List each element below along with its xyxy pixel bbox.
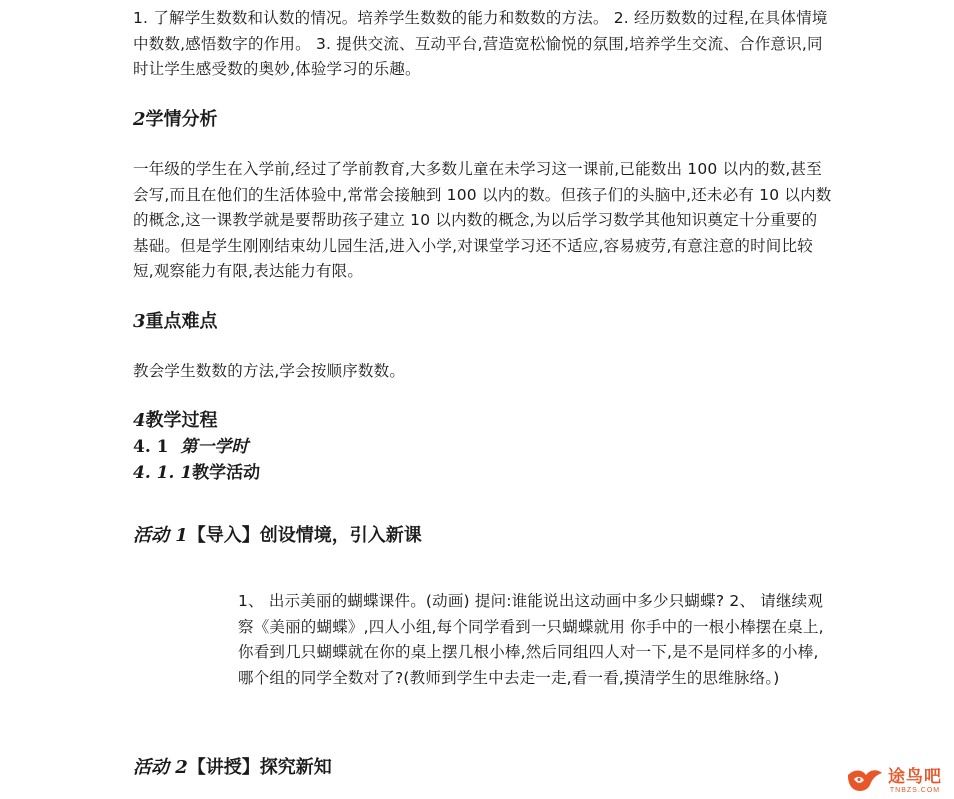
section-3-body: 教会学生数数的方法,学会按顺序数数。 xyxy=(133,362,406,380)
section-4-heading xyxy=(133,408,218,434)
section-title: 教学活动 xyxy=(192,463,261,483)
section-2-body: 一年级的学生在入学前,经过了学前教育,大多数儿童在未学习这一课前,已能数出 100 以内的数,甚至会写,而且在他们的生活体验中,常常会接触到 100 以内的数。但孩子们的头脑中,还未必有 10 以内数的概念,这一课教学就是要帮助孩子建立 10 以内数的概念,为以后学习数学其他知识奠定十分重要的基础。但是学生刚刚结束幼儿园生活,进入小学,对课堂学习还不适应,容易疲劳,有意注意的时间比较短,观察能力有限,表达能力有限。 xyxy=(133,160,832,280)
activity-label: 活动 2 xyxy=(133,757,188,778)
section-number: 4. 1. 1 xyxy=(133,463,193,483)
watermark-text: 途鸟吧 xyxy=(888,767,942,787)
objectives-paragraph: 1. 了解学生数数和认数的情况。培养学生数数的能力和数数的方法。 2. 经历数数的过程,在具体情境中数数,感悟数字的作用。 3. 提供交流、互动平台,营造宽松愉悦的氛围,培养学生交流、合作意识,同时让学生感受数的奥妙,体验学习的乐趣。 xyxy=(133,9,828,78)
section-number: 3 xyxy=(133,311,146,332)
watermark-url: TNBZS.COM xyxy=(889,787,941,794)
section-title: 第一学时 xyxy=(180,437,249,457)
section-3-heading xyxy=(133,309,218,335)
section-title: 学情分析 xyxy=(145,109,218,130)
activity-label: 活动 1 xyxy=(133,525,188,546)
section-number: 4. 1 xyxy=(133,437,169,457)
section-2-heading xyxy=(133,107,218,133)
bird-logo-icon xyxy=(844,765,884,795)
section-title: 重点难点 xyxy=(145,311,218,332)
section-title: 教学过程 xyxy=(145,410,218,431)
activity-2-heading xyxy=(133,755,332,781)
section-4-1-heading xyxy=(133,434,248,460)
section-number: 4 xyxy=(133,410,146,431)
activity-title: 【导入】创设情境，引入新课 xyxy=(187,525,422,546)
section-4-1-1-heading xyxy=(133,460,260,486)
activity-1-body: 1、 出示美丽的蝴蝶课件。(动画) 提问:谁能说出这动画中多少只蝴蝶? 2、 请继续观察《美丽的蝴蝶》,四人小组,每个同学看到一只蝴蝶就用 你手中的一根小棒摆在桌上,你看到几只蝴蝶就在你的桌上摆几根小棒,然后同组四人对一下,是不是同样多的小棒,哪个组的同学全数对了?(教师到学生中去走一走,看一看,摸清学生的思维脉络。) xyxy=(238,592,824,687)
watermark xyxy=(844,765,942,795)
activity-title: 【讲授】探究新知 xyxy=(187,757,332,778)
activity-1-heading xyxy=(133,523,422,549)
section-number: 2 xyxy=(133,109,146,130)
